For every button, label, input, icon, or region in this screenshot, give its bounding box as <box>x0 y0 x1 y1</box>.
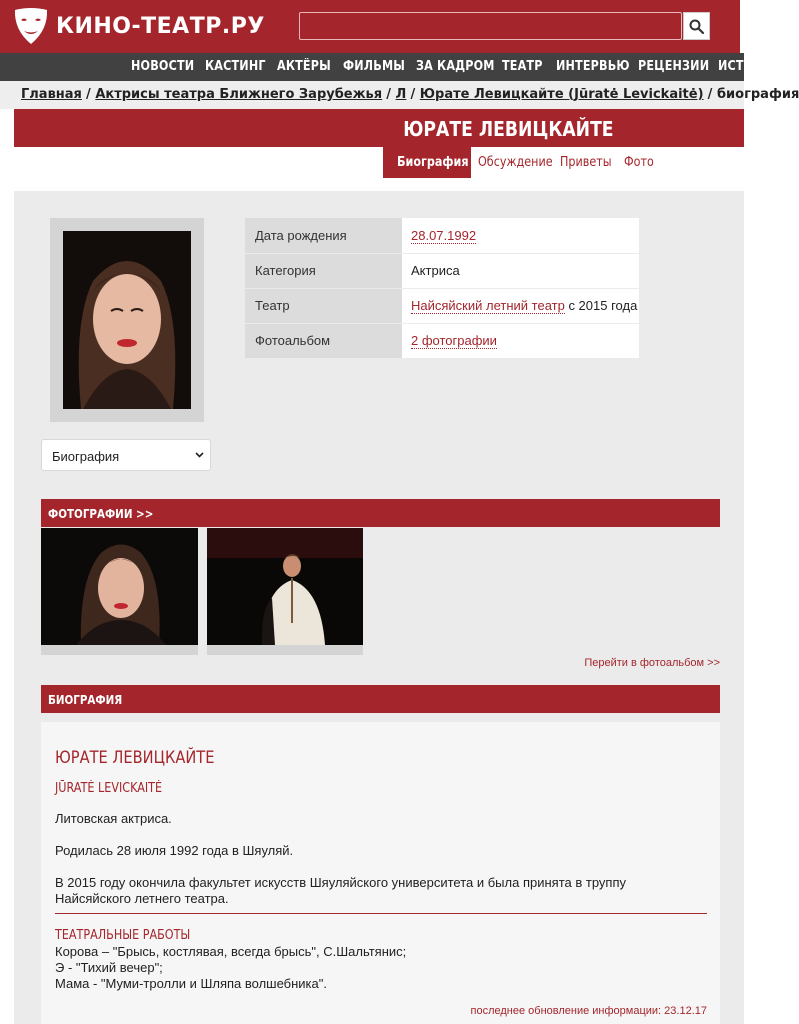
section-select[interactable] <box>41 439 211 471</box>
tab-label: Приветы <box>560 155 612 170</box>
theatre-mask-icon <box>12 6 50 46</box>
nav-actors[interactable]: АКТЁРЫ <box>277 59 331 74</box>
theatre-since: с 2015 года <box>564 298 638 313</box>
info-value <box>402 218 639 253</box>
works-list <box>55 944 406 992</box>
search-input[interactable] <box>299 12 682 40</box>
info-table <box>245 218 639 359</box>
site-logo[interactable] <box>12 6 265 46</box>
profile-photo[interactable] <box>63 231 191 409</box>
search-button[interactable] <box>683 12 710 40</box>
info-value <box>402 323 639 358</box>
nav-news[interactable]: НОВОСТИ <box>131 59 195 74</box>
tab-label: Фото <box>624 155 654 170</box>
breadcrumb-letter[interactable]: Л <box>395 87 407 102</box>
breadcrumb-home[interactable]: Главная <box>21 87 82 102</box>
work-item: Мама - "Муми-тролли и Шляпа волшебника". <box>55 976 327 991</box>
nav-interviews[interactable]: ИНТЕРВЬЮ <box>556 59 630 74</box>
biography-latin-text: JŪRATĖ LEVICKAITĖ <box>55 781 163 796</box>
biography-paragraph: Литовская актриса. <box>55 811 172 826</box>
breadcrumb-separator: / <box>386 87 396 102</box>
breadcrumb-category[interactable]: Актрисы театра Ближнего Зарубежья <box>95 87 383 102</box>
info-label: Театр <box>245 288 402 323</box>
nav-casting[interactable]: КАСТИНГ <box>205 59 266 74</box>
tab-biography[interactable] <box>383 147 471 178</box>
breadcrumb <box>0 81 799 109</box>
photos-section-header[interactable] <box>41 499 720 527</box>
last-updated: последнее обновление информации: 23.12.17 <box>470 1005 707 1017</box>
works-heading-text: ТЕАТРАЛЬНЫЕ РАБОТЫ <box>55 928 191 943</box>
biography-section-title: БИОГРАФИЯ <box>48 693 123 707</box>
biography-latin-name <box>55 781 179 796</box>
photo-thumbnail[interactable] <box>207 528 363 655</box>
chevron-down-icon <box>195 450 204 459</box>
biography-paragraph: Родилась 28 июля 1992 года в Шяуляй. <box>55 843 294 858</box>
info-label: Категория <box>245 253 402 288</box>
nav-reviews[interactable]: РЕЦЕНЗИИ <box>638 59 710 74</box>
info-value <box>402 288 639 323</box>
site-brand: КИНО-ТЕАТР.РУ <box>56 13 265 39</box>
page-title: ЮРАТЕ ЛЕВИЦКАЙТЕ <box>403 117 614 141</box>
work-item: Э - "Тихий вечер"; <box>55 960 163 975</box>
biography-person-name <box>55 748 240 768</box>
search-icon <box>689 19 704 34</box>
main-nav <box>0 53 781 81</box>
person-name-bar <box>14 109 744 147</box>
work-item: Корова – "Брысь, костлявая, всегда брысь", С.Шальтянис; <box>55 944 407 959</box>
tab-label: Биография <box>397 155 469 170</box>
nav-films[interactable]: ФИЛЬМЫ <box>343 59 406 74</box>
biography-name-text: ЮРАТЕ ЛЕВИЦКАЙТЕ <box>55 748 215 768</box>
breadcrumb-person[interactable]: Юрате Левицкайте (Jūratė Levickaitė) <box>419 87 704 102</box>
nav-theatre[interactable]: ТЕАТР <box>502 59 543 74</box>
album-count-link[interactable]: 2 фотографии <box>411 333 497 348</box>
breadcrumb-separator: / <box>86 87 96 102</box>
breadcrumb-separator: / <box>410 87 420 102</box>
info-row-album <box>245 323 639 358</box>
birth-date-link[interactable]: 28.07.1992 <box>411 227 477 243</box>
biography-section-header <box>41 685 720 713</box>
photos-section-title: ФОТОГРАФИИ >> <box>48 507 154 521</box>
stage-photo-image <box>207 528 363 645</box>
thumbnail-image <box>207 528 363 645</box>
info-row-category <box>245 253 639 288</box>
info-row-theatre <box>245 288 639 323</box>
tab-discussion[interactable] <box>478 147 565 178</box>
window-edge <box>740 0 744 53</box>
breadcrumb-current: биография <box>716 87 799 102</box>
info-value: Актриса <box>402 253 639 288</box>
biography-paragraph: В 2015 году окончила факультет искусств Шяуляйского университета и была принята в труппу Найсяйского летнего театра. <box>55 875 626 906</box>
nav-history[interactable]: ИСТОРИЯ <box>718 59 781 74</box>
divider <box>55 913 707 914</box>
tab-label: Обсуждение <box>478 155 553 170</box>
info-label: Дата рождения <box>245 218 402 253</box>
photo-thumbnail[interactable] <box>41 528 198 655</box>
theatre-link[interactable]: Найсяйский летний театр <box>411 298 565 313</box>
go-to-album-link[interactable]: Перейти в фотоальбом >> <box>584 657 720 669</box>
breadcrumb-separator: / <box>707 87 717 102</box>
works-heading <box>55 928 212 943</box>
portrait-thumb-image <box>41 528 198 645</box>
thumbnail-image <box>41 528 198 645</box>
tab-photos[interactable] <box>624 147 659 178</box>
info-row-birth <box>245 218 639 253</box>
portrait-image <box>63 231 191 409</box>
info-label: Фотоальбом <box>245 323 402 358</box>
section-select-value: Биография <box>52 449 120 464</box>
tab-greetings[interactable] <box>560 147 620 178</box>
nav-behind-scenes[interactable]: ЗА КАДРОМ <box>416 59 495 74</box>
